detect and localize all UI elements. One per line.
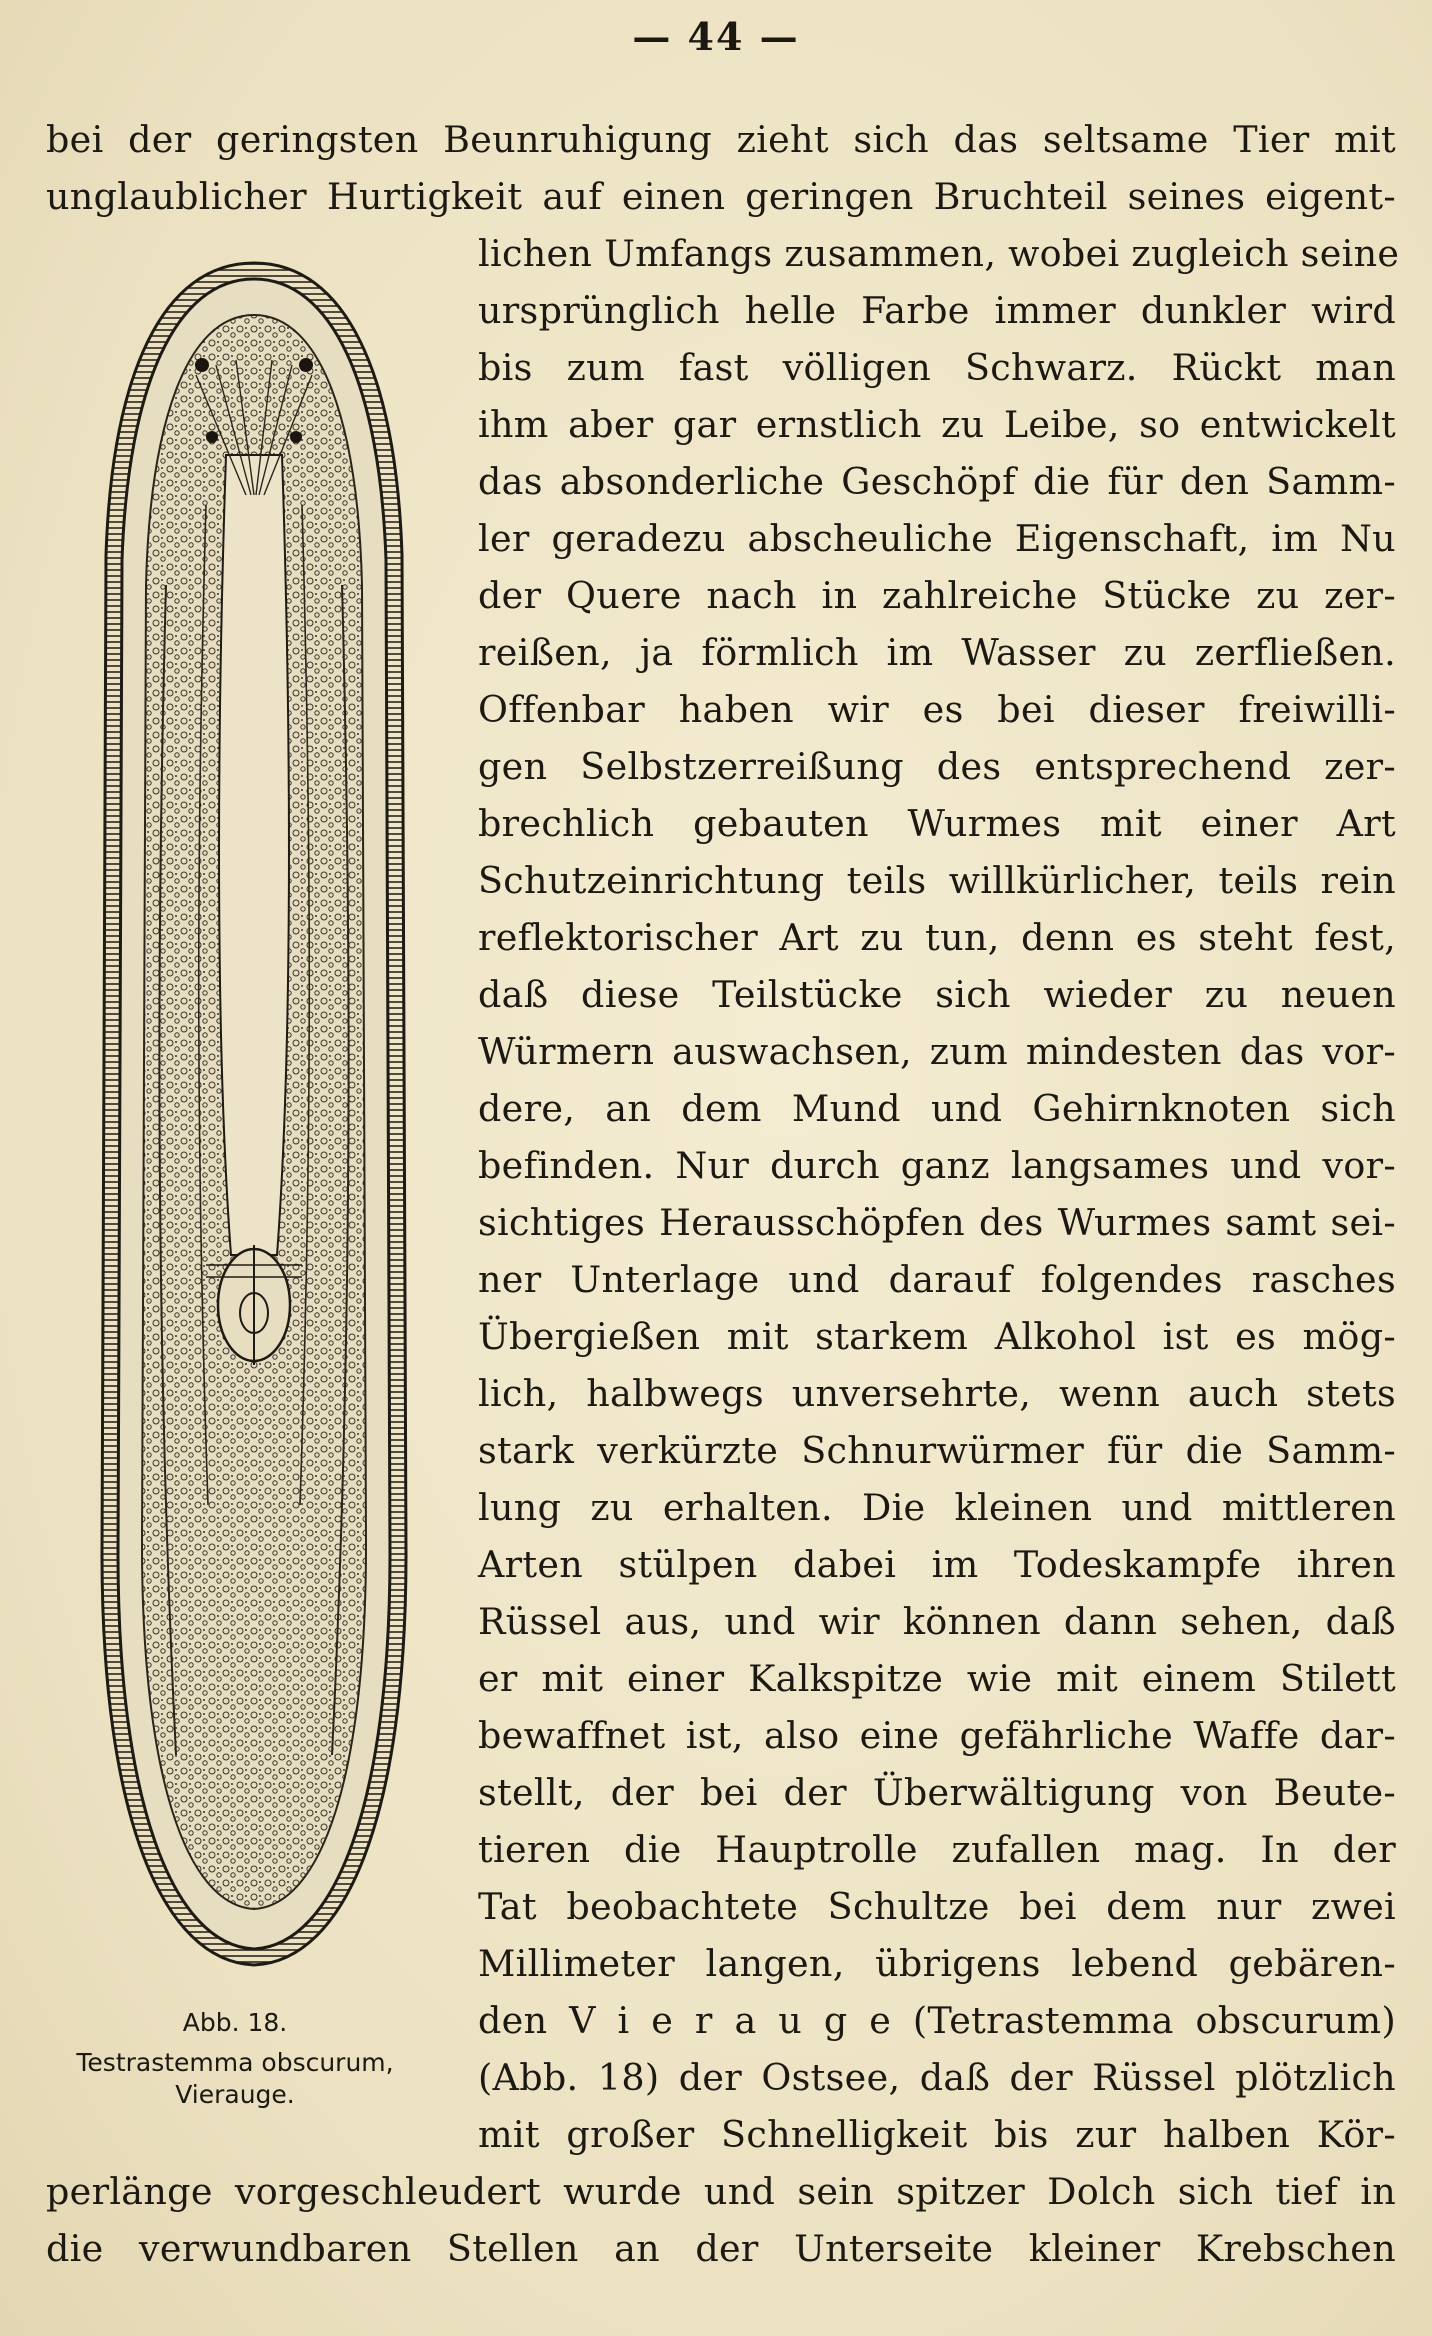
text-line: Übergießen mit starkem Alkohol ist es mög- xyxy=(478,1315,1396,1358)
text-line: bei der geringsten Beunruhigung zieht sich das seltsame Tier mit xyxy=(46,118,1396,161)
page-number: — 44 — xyxy=(632,14,800,59)
flatworm-illustration xyxy=(96,255,412,1973)
figure-label: Abb. 18. xyxy=(182,2008,288,2037)
figure-scientific-name: Testrastemma obscurum, xyxy=(76,2048,394,2077)
text-line: gen Selbstzerreißung des entsprechend zer- xyxy=(478,745,1396,788)
text-line: ner Unterlage und darauf folgendes rasches xyxy=(478,1258,1396,1301)
text-line: ihm aber gar ernstlich zu Leibe, so entwickelt xyxy=(478,403,1396,446)
text-line: Arten stülpen dabei im Todeskampfe ihren xyxy=(478,1543,1396,1586)
text-line: brechlich gebauten Wurmes mit einer Art xyxy=(478,802,1396,845)
text-line: der Quere nach in zahlreiche Stücke zu zer- xyxy=(478,574,1396,617)
text-line: perlänge vorgeschleudert wurde und sein spitzer Dolch sich tief in xyxy=(46,2170,1396,2213)
text-line: bis zum fast völligen Schwarz. Rückt man xyxy=(478,346,1396,389)
text-line: sichtiges Herausschöpfen des Wurmes samt sei- xyxy=(478,1201,1396,1244)
text-line: bewaffnet ist, also eine gefährliche Waffe dar- xyxy=(478,1714,1396,1757)
text-line: Rüssel aus, und wir können dann sehen, daß xyxy=(478,1600,1396,1643)
figure-common-name: Vierauge. xyxy=(175,2080,295,2109)
text-line: Tat beobachtete Schultze bei dem nur zwei xyxy=(478,1885,1396,1928)
text-line: Offenbar haben wir es bei dieser freiwilli- xyxy=(478,688,1396,731)
text-line: stark verkürzte Schnurwürmer für die Samm- xyxy=(478,1429,1396,1472)
text-line: reflektorischer Art zu tun, denn es steht fest, xyxy=(478,916,1396,959)
text-line: lichen Umfangs zusammen, wobei zugleich seine xyxy=(478,232,1400,275)
text-line: dere, an dem Mund und Gehirnknoten sich xyxy=(478,1087,1396,1130)
text-line: reißen, ja förmlich im Wasser zu zerfließen. xyxy=(478,631,1396,674)
text-line: Schutzeinrichtung teils willkürlicher, teils rein xyxy=(478,859,1396,902)
text-line: mit großer Schnelligkeit bis zur halben Kör- xyxy=(478,2113,1396,2156)
text-line: er mit einer Kalkspitze wie mit einem Stilett xyxy=(478,1657,1396,1700)
text-line: unglaublicher Hurtigkeit auf einen geringen Bruchteil seines eigent- xyxy=(46,175,1396,218)
text-line: befinden. Nur durch ganz langsames und vor- xyxy=(478,1144,1396,1187)
text-line: lich, halbwegs unversehrte, wenn auch stets xyxy=(478,1372,1396,1415)
text-line: ler geradezu abscheuliche Eigenschaft, im Nu xyxy=(478,517,1396,560)
text-line: Würmern auswachsen, zum mindesten das vor- xyxy=(478,1030,1396,1073)
text-line: stellt, der bei der Überwältigung von Beute- xyxy=(478,1771,1396,1814)
text-line: die verwundbaren Stellen an der Unterseite kleiner Krebschen xyxy=(46,2227,1396,2270)
text-line: den V i e r a u g e (Tetrastemma obscurum) xyxy=(478,1999,1396,2042)
text-line: das absonderliche Geschöpf die für den Samm- xyxy=(478,460,1396,503)
text-line: Millimeter langen, übrigens lebend gebären- xyxy=(478,1942,1396,1985)
text-line: lung zu erhalten. Die kleinen und mittleren xyxy=(478,1486,1396,1529)
text-line: (Abb. 18) der Ostsee, daß der Rüssel plötzlich xyxy=(478,2056,1396,2099)
text-line: tieren die Hauptrolle zufallen mag. In der xyxy=(478,1828,1396,1871)
text-line: daß diese Teilstücke sich wieder zu neuen xyxy=(478,973,1396,1016)
text-line: ursprünglich helle Farbe immer dunkler wird xyxy=(478,289,1396,332)
